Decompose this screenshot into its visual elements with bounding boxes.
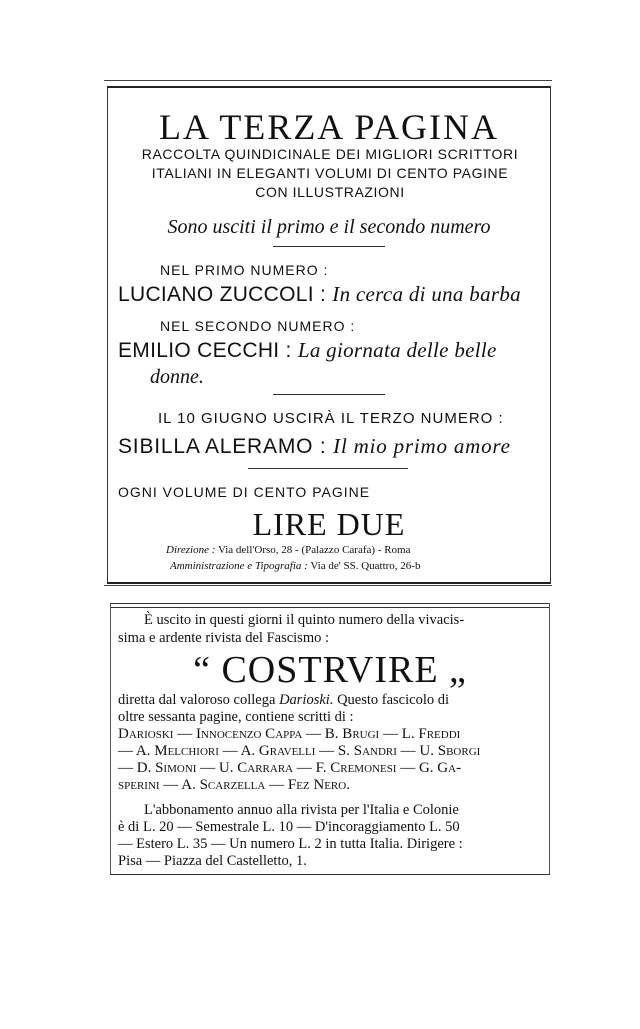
- ad2-desc-line-2: oltre sessanta pagine, contiene scritti di :: [118, 709, 354, 725]
- ad2-intro-line-2: sima e ardente rivista del Fascismo :: [118, 630, 330, 646]
- ad1-issued-line: Sono usciti il primo e il secondo numero: [167, 216, 491, 238]
- ad2-desc-line-1-a: diretta dal valoroso collega: [118, 692, 276, 708]
- ad2-authors-line-1: [118, 726, 546, 743]
- ad2-authors-line-3-text: — D. Simoni — U. Carrara — F. Cremonesi — G. Ga-: [118, 760, 462, 776]
- ad2-authors-line-3: [118, 760, 546, 777]
- ad2-desc-editor-name: Darioski.: [279, 692, 334, 708]
- ad1-subtitle-line-2: ITALIANI IN ELEGANTI VOLUMI DI CENTO PAGINE: [151, 165, 509, 181]
- ad1-subtitle-line-1: RACCOLTA QUINDICINALE DEI MIGLIORI SCRITTORI: [141, 146, 519, 162]
- ad1-subtitle-line-3: CON ILLUSTRAZIONI: [255, 184, 405, 200]
- ad2-intro-line-1: È uscito in questi giorni il quinto numero della vivacis-: [144, 612, 465, 628]
- ad2-authors-line-1-text: Darioski — Innocenzo Cappa — B. Brugi — L. Freddi: [118, 726, 461, 742]
- ad1-first-issue-line: [118, 282, 544, 307]
- ad2-top-rule-2: [110, 607, 550, 608]
- ad-terza-pagina: [107, 86, 551, 584]
- ad1-first-issue-author: LUCIANO ZUCCOLI :: [118, 283, 327, 306]
- ad2-right-rule: [549, 603, 550, 874]
- ad1-second-issue-work-cont: donne.: [150, 366, 204, 388]
- ad1-second-issue-caption: NEL SECONDO NUMERO :: [160, 318, 356, 334]
- ad1-divider-2: [273, 394, 385, 395]
- ad1-direzione-text: Via dell'Orso, 28 - (Palazzo Carafa) - Roma: [217, 544, 411, 556]
- ad1-second-issue-work: La giornata delle belle: [297, 338, 497, 362]
- ad1-direzione-label: Direzione :: [166, 544, 216, 556]
- ad2-subs-line-4: Pisa — Piazza del Castelletto, 1.: [118, 853, 307, 869]
- ad1-direzione: [166, 544, 410, 556]
- ad2-subs-line-3: — Estero L. 35 — Un numero L. 2 in tutta Italia. Dirigere :: [118, 836, 463, 852]
- ad1-third-issue-line: [118, 434, 544, 459]
- ad2-authors-line-4-text: sperini — A. Scarzella — Fez Nero.: [118, 777, 350, 793]
- ad2-masthead: “ COSTRVIRE „: [193, 649, 467, 691]
- ad2-desc-line-1-b: Questo fascicolo di: [337, 692, 450, 708]
- ad2-subs-line-2: è di L. 20 — Semestrale L. 10 — D'incoraggiamento L. 50: [118, 819, 460, 835]
- ad2-authors-line-4: [118, 777, 546, 794]
- ad1-volume-caption: OGNI VOLUME DI CENTO PAGINE: [118, 484, 371, 500]
- ad2-authors-line-2-text: — A. Melchiori — A. Gravelli — S. Sandri — U. Sborgi: [118, 743, 481, 759]
- ad1-second-issue-author: EMILIO CECCHI :: [118, 339, 292, 362]
- ad1-price: LIRE DUE: [252, 506, 406, 542]
- ad1-divider-3: [248, 468, 408, 469]
- ad1-first-issue-work: In cerca di una barba: [332, 282, 521, 306]
- ad2-left-rule: [110, 603, 111, 874]
- ad1-title: LA TERZA PAGINA: [158, 107, 500, 147]
- ad1-third-issue-author: SIBILLA ALERAMO :: [118, 435, 327, 458]
- ad2-top-rule-1: [110, 603, 550, 604]
- ad1-first-issue-caption: NEL PRIMO NUMERO :: [160, 262, 329, 278]
- ad1-third-issue-work: Il mio primo amore: [333, 434, 511, 458]
- ad1-second-issue-line: [118, 338, 544, 363]
- ad2-bottom-rule: [110, 874, 550, 875]
- ad2-authors-line-2: [118, 743, 546, 760]
- ad2-subs-line-1: L'abbonamento annuo alla rivista per l'Italia e Colonie: [144, 802, 459, 818]
- ad1-divider-1: [273, 246, 385, 247]
- ad1-amministrazione-label: Amministrazione e Tipografia :: [170, 560, 308, 572]
- ad1-bottom-rule: [104, 585, 552, 586]
- ad1-third-issue-caption: IL 10 GIUGNO USCIRÀ IL TERZO NUMERO :: [158, 410, 504, 427]
- ad2-desc-line-1: [118, 692, 546, 709]
- ad1-amministrazione: [170, 560, 420, 572]
- ad1-top-rule: [104, 80, 552, 81]
- ad1-amministrazione-text: Via de' SS. Quattro, 26-b: [310, 560, 421, 572]
